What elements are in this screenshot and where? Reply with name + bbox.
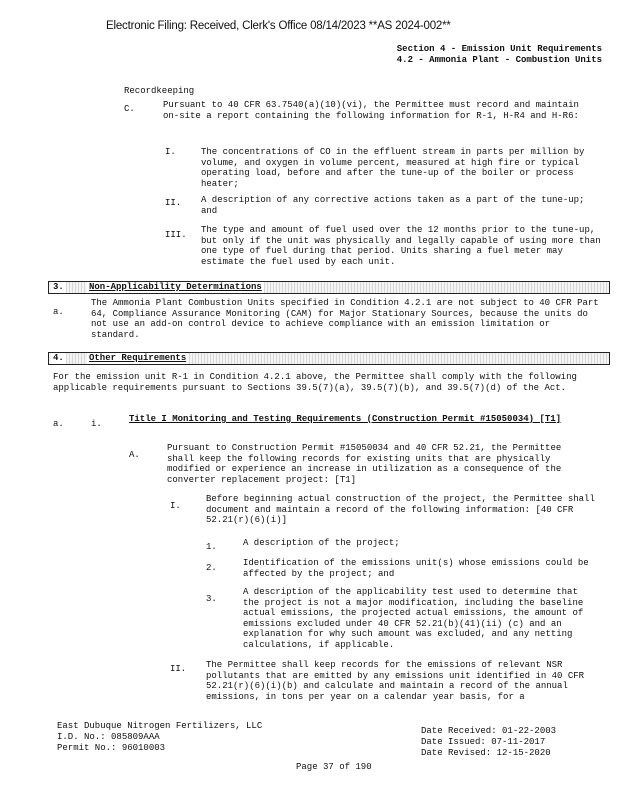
section-4-a-label: a. [53,419,64,429]
record-item-text: The type and amount of fuel used over the 12 months prior to the tune-up, but only if the unit was physically and legally capable of using more than one type of fuel during that period. Units sharing a fuel meter may estimate the fuel used by each unit. [201,225,601,267]
item-I-text: Before beginning actual construction of the project, the Permittee shall document and maintain a record of the following information: [40 CFR 52.21(r)(6)(i)] [206,494,595,525]
record-item-text: A description of any corrective actions taken as a part of the tune-up; and [201,195,585,216]
subitem-text: Identification of the emissions unit(s) whose emissions could be affected by the project; and [243,558,589,579]
subitem-text: A description of the project; [243,538,400,548]
record-item-number: II. [165,198,182,208]
footer-date-received-value: 01-22-2003 [502,726,557,736]
section-header-line1: Section 4 - Emission Unit Requirements [396,44,602,54]
section-4-i-label: i. [91,419,102,429]
section-header [397,44,602,65]
item-A-text: Pursuant to Construction Permit #15050034 and 40 CFR 52.21, the Permittee shall keep the following records for existing units that are physically modified or experience an increase in utilization as a consequence of the converter replacement project: [T1] [167,443,562,485]
section-3-heading-bar [48,281,610,294]
section-3-title: Non-Applicability Determinations [89,282,262,292]
footer-company: East Dubuque Nitrogen Fertilizers, LLC [57,721,263,731]
item-c-label: C. [124,104,135,114]
section-4-number: 4. [53,353,64,363]
item-I-label: I. [170,501,181,511]
item-II-label: II. [170,664,187,674]
section-3-a-text: The Ammonia Plant Combustion Units specified in Condition 4.2.1 are not subject to 40 CFR Part 64, Compliance Assurance Monitoring (CAM) for Major Stationary Sources, because the units do not use an add-on control device to achieve compliance with an emission limitation or standard. [91,298,599,340]
recordkeeping-heading: Recordkeeping [124,86,195,96]
page-number: Page 37 of 190 [296,762,372,772]
record-item-text: The concentrations of CO in the effluent stream in parts per million by volume, and oxygen in volume percent, measured at high fire or typical operating load, before and after the tune-up of the boiler or process heater; [201,147,585,189]
footer-date-revised [421,748,551,759]
footer-permit-value: 96010003 [121,743,166,753]
footer-id-value: 085809AAA [111,732,160,742]
record-item-number: I. [165,147,176,157]
footer-date-received [421,726,556,737]
section-4-intro: For the emission unit R-1 in Condition 4.2.1 above, the Permittee shall comply with the following applicable requirements pursuant to Sections 39.5(7)(a), 39.5(7)(b), and 39.5(7)(d) of the Act. [53,372,577,393]
section-3-a-label: a. [53,307,64,317]
footer-date-issued-label: Date Issued: [421,737,486,747]
subitem-text: A description of the applicability test used to determine that the project is not a major modification, including the baseline actual emissions, the projected actual emissions, the amount of emissions excluded under 40 CFR 52.21(b)(41)(ii) (c) and an explanation for why such amount was excluded, and any netting calculations, if applicable. [243,587,584,650]
section-3-number: 3. [53,282,64,292]
footer-date-issued [421,737,545,748]
subitem-number: 1. [206,542,217,552]
electronic-filing-banner: Electronic Filing: Received, Clerk's Office 08/14/2023 **AS 2024-002** [106,20,451,32]
footer-id-label: I.D. No.: [57,732,106,742]
footer-date-issued-value: 07-11-2017 [491,737,546,747]
section-4-title: Other Requirements [89,353,187,363]
item-II-text: The Permittee shall keep records for the emissions of relevant NSR pollutants that are emitted by any emissions unit identified in 40 CFR 52.21(r)(6)(i)(b) and calculate and maintain a record of the annual emissions, in tons per year on a calendar year basis, for a [206,660,585,702]
record-item-number: III. [165,230,187,240]
footer-permit-label: Permit No.: [57,743,117,753]
item-c-text: Pursuant to 40 CFR 63.7540(a)(10)(vi), the Permittee must record and maintain on-site a report containing the following information for R-1, H-R4 and H-R6: [163,100,579,121]
item-A-label: A. [129,450,140,460]
footer-date-revised-label: Date Revised: [421,748,492,758]
footer-permit [57,743,165,754]
subitem-number: 3. [206,594,217,604]
section-header-line2: 4.2 - Ammonia Plant - Combustion Units [396,54,602,65]
footer-id [57,732,160,743]
footer-date-received-label: Date Received: [421,726,497,736]
section-4-heading-bar [48,352,610,365]
subitem-number: 2. [206,563,217,573]
title-i-monitoring-heading: Title I Monitoring and Testing Requirements (Construction Permit #15050034) [T1] [129,414,562,424]
footer-date-revised-value: 12-15-2020 [496,748,551,758]
